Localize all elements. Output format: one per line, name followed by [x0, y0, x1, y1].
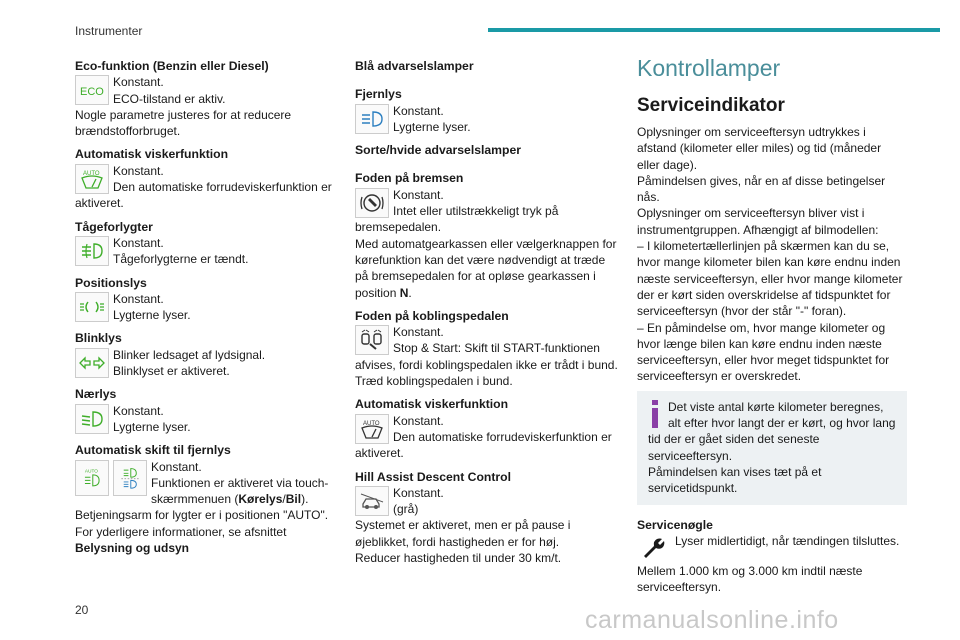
position-entry — [75, 291, 340, 324]
position-heading: Positionslys — [75, 275, 147, 290]
hadc-line4: Reducer hastigheden til under 30 km/t. — [355, 551, 562, 566]
wiper-line2: Den automatiske forrudeviskerfunktion er aktiveret. — [75, 180, 332, 211]
hadc-line2: (grå) — [393, 502, 419, 517]
service-para2: Påmindelsen gives, når en af disse betingelser nås. — [637, 173, 886, 205]
clutch-line1: Konstant. — [393, 325, 444, 340]
foot-on-clutch-icon — [355, 325, 389, 355]
eco-entry — [75, 74, 340, 107]
service-para3: Oplysninger om serviceeftersyn bliver vist i instrumentgruppen. Afhængigt af bilmodellen: — [637, 206, 879, 237]
low-beam-icon — [75, 404, 109, 434]
blue-lamps-heading: Blå advarselslamper — [355, 59, 474, 73]
wiper2-entry — [355, 413, 620, 462]
clutch-entry — [355, 324, 620, 373]
turn-signal-icon — [75, 348, 109, 378]
wiper-entry — [75, 163, 340, 212]
eco-heading: Eco-funktion (Benzin eller Diesel) — [75, 59, 269, 73]
info-icon — [648, 399, 662, 429]
svg-text:ECO: ECO — [80, 86, 104, 99]
watermark: carmanualsonline.info — [585, 606, 839, 634]
svg-text:AUTO: AUTO — [84, 468, 98, 474]
fog-line2: Tågeforlygterne er tændt. — [113, 252, 249, 267]
eco-line1: Konstant. — [113, 75, 164, 90]
fog-entry — [75, 235, 340, 268]
service-para4: – I kilometertællerlinjen på skærmen kan du se, hvor mange kilometer bilen kan køre endnu inden næste serviceeftersyn, eller hvor mange kilometer der er kørt siden overskridelse af tidspunktet for serviceeftersyn (hvor der står "-" foran). — [637, 239, 903, 319]
service-key-entry — [637, 533, 907, 563]
high-beam-icon — [355, 104, 389, 134]
blink-line2: Blinklyset er aktiveret. — [113, 364, 230, 379]
foot-on-brake-icon — [355, 188, 389, 218]
low-beam-heading: Nærlys — [75, 387, 117, 402]
hadc-line1: Konstant. — [393, 485, 444, 500]
high-beam-entry — [355, 103, 620, 136]
wiper-line1: Konstant. — [113, 163, 164, 178]
auto-wiper-grey-icon — [355, 414, 389, 444]
info-text1: Det viste antal kørte kilometer beregnes, alt efter hvor langt der er kørt, og hvor lang tid der er gået siden det seneste serviceeftersyn. — [648, 399, 896, 463]
position-line1: Konstant. — [113, 291, 164, 306]
high-beam-heading: Fjernlys — [355, 87, 402, 102]
high-beam-line1: Konstant. — [393, 103, 444, 118]
hadc-heading: Hill Assist Descent Control — [355, 469, 511, 484]
wiper-heading: Automatisk viskerfunktion — [75, 147, 229, 162]
header-accent-bar — [488, 28, 940, 32]
clutch-line2: Stop & Start: Skift til START-funktionen afvises, fordi koblingspedalen ikke er trådt i bund. — [355, 341, 618, 372]
wiper2-heading: Automatisk viskerfunktion — [355, 397, 509, 412]
page-number: 20 — [75, 603, 89, 617]
eco-line3: Nogle parametre justeres for at reducere brændstofforbruget. — [75, 107, 292, 139]
auto-high-beam-icon — [75, 460, 109, 496]
low-beam-entry — [75, 403, 340, 436]
autoswitch-entry — [75, 459, 340, 508]
wiper2-line2: Den automatiske forrudeviskerfunktion er aktiveret. — [355, 429, 612, 461]
header-section-title: Instrumenter — [75, 24, 143, 38]
column-1 — [75, 58, 340, 556]
low-beam-line2: Lygterne lyser. — [113, 419, 191, 434]
eco-icon — [75, 75, 109, 105]
high-beam-line2: Lygterne lyser. — [393, 119, 471, 134]
service-para5: – En påmindelse om, hvor mange kilometer og hvor længe bilen kan køre endnu inden næste serviceeftersyn, eller hvor meget tidspunktet for serviceeftersyn er overskredet. — [637, 320, 890, 384]
blink-heading: Blinklys — [75, 331, 122, 346]
svg-text:AUTO: AUTO — [363, 420, 380, 427]
autoswitch-link: Belysning og udsyn — [75, 541, 190, 556]
brake-line2: Intet eller utilstrækkeligt tryk på bremsepedalen. — [355, 204, 559, 235]
info-box — [637, 391, 907, 505]
subsection-title: Serviceindikator — [637, 95, 785, 116]
autoswitch-line1: Konstant. — [151, 459, 202, 474]
auto-high-beam-bicolor-icon — [113, 460, 147, 496]
low-beam-line1: Konstant. — [113, 403, 164, 418]
autoswitch-line2: Funktionen er aktiveret via touch-skærmmenuen (Kørelys/Bil). — [151, 475, 329, 507]
info-text2: Påmindelsen kan vises tæt på et servicetidspunkt. — [648, 464, 822, 496]
service-key-line2: Mellem 1.000 km og 3.000 km indtil næste serviceeftersyn. — [637, 563, 863, 595]
autoswitch-line4: For yderligere informationer, se afsnittet — [75, 524, 287, 539]
position-light-icon — [75, 292, 109, 322]
blink-line1: Blinker ledsaget af lydsignal. — [113, 347, 266, 362]
blink-entry — [75, 347, 340, 380]
section-title: Kontrollamper — [637, 55, 781, 81]
eco-line2: ECO-tilstand er aktiv. — [113, 91, 226, 106]
service-key-line1: Lyser midlertidigt, når tændingen tilsluttes. — [675, 533, 900, 548]
position-line2: Lygterne lyser. — [113, 308, 191, 323]
autoswitch-heading: Automatisk skift til fjernlys — [75, 443, 231, 458]
service-para1: Oplysninger om serviceeftersyn udtrykkes i afstand (kilometer eller miles) og tid (måneder eller dage). — [637, 125, 882, 172]
brake-line3: Med automatgearkassen eller vælgerknappen for kørefunktion kan det være nødvendigt at træde på bremsepedalen for at opløse gearkassen i position N. — [355, 236, 617, 300]
fog-light-icon — [75, 236, 109, 266]
fog-heading: Tågeforlygter — [75, 219, 153, 234]
brake-entry — [355, 187, 620, 236]
column-2 — [355, 58, 620, 566]
hadc-entry — [355, 485, 620, 518]
column-3 — [637, 54, 907, 595]
hadc-line3: Systemet er aktiveret, men er på pause i øjeblikket, fordi hastigheden er for høj. — [355, 518, 571, 549]
bw-lamps-heading: Sorte/hvide advarselslamper — [355, 143, 521, 158]
svg-text:AUTO: AUTO — [83, 170, 100, 177]
service-key-heading: Servicenøgle — [637, 517, 713, 532]
clutch-heading: Foden på koblingspedalen — [355, 308, 509, 323]
auto-wiper-icon — [75, 164, 109, 194]
hill-descent-icon — [355, 486, 389, 516]
autoswitch-line3: Betjeningsarm for lygter er i positionen "AUTO". — [75, 508, 329, 523]
clutch-line3: Træd koblingspedalen i bund. — [355, 374, 513, 389]
fog-line1: Konstant. — [113, 235, 164, 250]
wiper2-line1: Konstant. — [393, 413, 444, 428]
brake-line1: Konstant. — [393, 187, 444, 202]
brake-heading: Foden på bremsen — [355, 171, 464, 186]
wrench-icon — [637, 533, 671, 563]
